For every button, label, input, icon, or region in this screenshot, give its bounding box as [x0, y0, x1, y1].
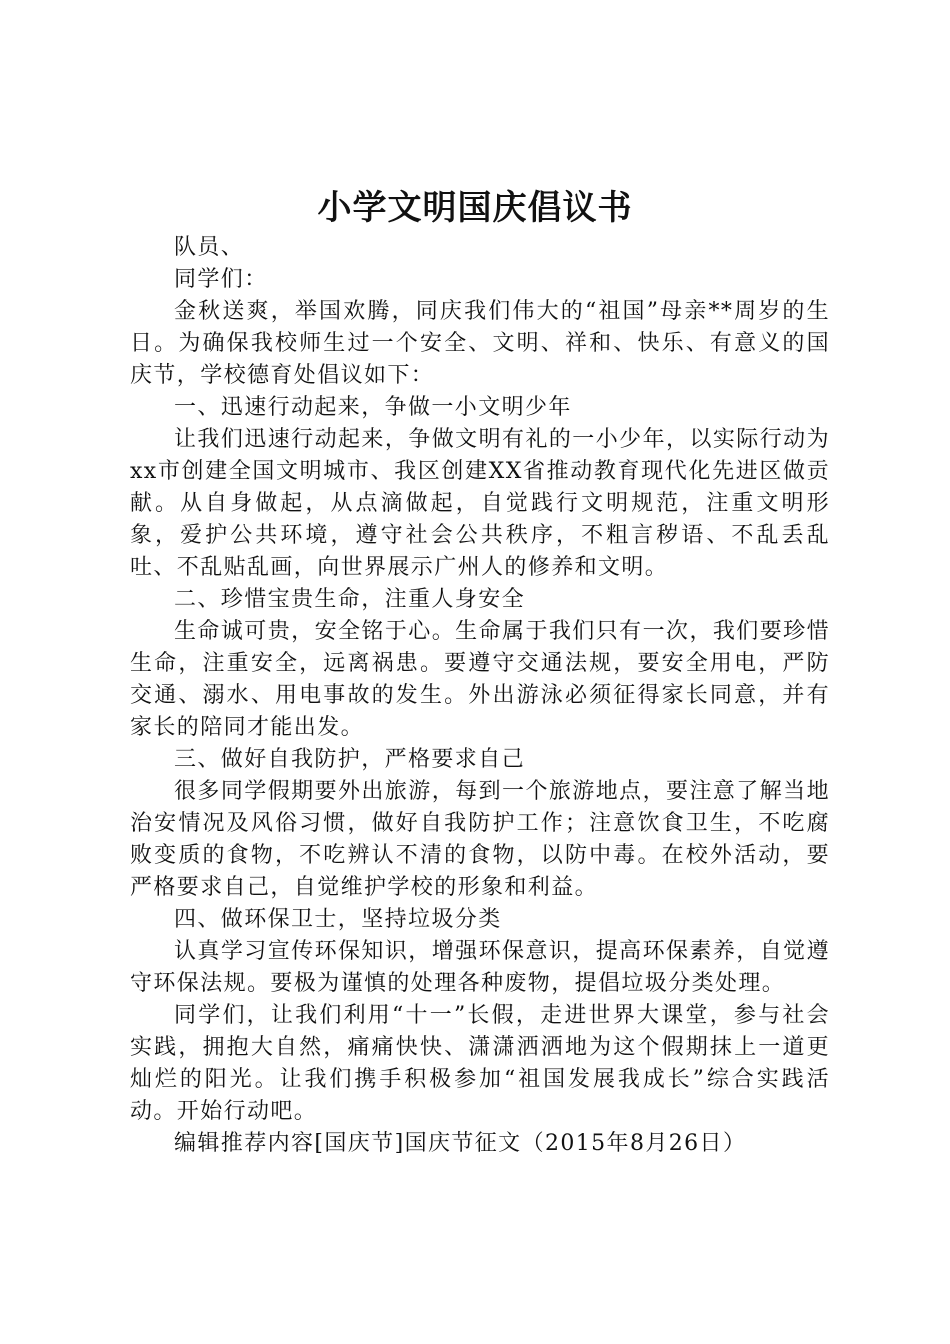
intro-paragraph: 金秋送爽，举国欢腾，同庆我们伟大的“祖国”母亲**周岁的生日。为确保我校师生过一个安全、文明、祥和、快乐、有意义的国庆节，学校德育处倡议如下： — [130, 299, 830, 388]
section-heading-1: 一、迅速行动起来，争做一小文明少年 — [174, 395, 572, 420]
section-paragraph-3: 很多同学假期要外出旅游，每到一个旅游地点，要注意了解当地治安情况及风俗习惯，做好自我防护工作；注意饮食卫生，不吃腐败变质的食物，不吃辨认不清的食物，以防中毒。在校外活动，要严格要求自己，自觉维护学校的形象和利益。 — [130, 779, 830, 900]
closing-paragraph: 同学们，让我们利用“十一”长假，走进世界大课堂，参与社会实践，拥抱大自然，痛痛快快、潇潇洒洒地为这个假期抹上一道更灿烂的阳光。让我们携手积极参加“祖国发展我成长”综合实践活动。开始行动吧。 — [130, 1003, 830, 1124]
document-body — [130, 232, 830, 1160]
document-title: 小学文明国庆倡议书 — [317, 188, 633, 228]
section-paragraph-2: 生命诚可贵，安全铭于心。生命属于我们只有一次，我们要珍惜生命，注重安全，远离祸患。要遵守交通法规，要安全用电，严防交通、溺水、用电事故的发生。外出游泳必须征得家长同意，并有家长的陪同才能出发。 — [130, 619, 830, 740]
section-heading-3: 三、做好自我防护，严格要求自己 — [174, 747, 526, 772]
section-heading-2: 二、珍惜宝贵生命，注重人身安全 — [174, 587, 526, 612]
salutation-line-1: 队员、 — [174, 235, 245, 260]
section-paragraph-4: 认真学习宣传环保知识，增强环保意识，提高环保素养，自觉遵守环保法规。要极为谨慎的处理各种废物，提倡垃圾分类处理。 — [130, 939, 830, 996]
salutation-line-2: 同学们： — [174, 267, 268, 292]
editor-recommendation: 编辑推荐内容[国庆节]国庆节征文（2015年8月26日） — [174, 1131, 747, 1156]
section-paragraph-1: 让我们迅速行动起来，争做文明有礼的一小少年，以实际行动为xx市创建全国文明城市、我区创建XX省推动教育现代化先进区做贡献。从自身做起，从点滴做起，自觉践行文明规范，注重文明形象，爱护公共环境，遵守社会公共秩序，不粗言秽语、不乱丢乱吐、不乱贴乱画，向世界展示广州人的修养和文明。 — [130, 427, 830, 580]
section-heading-4: 四、做环保卫士，坚持垃圾分类 — [174, 907, 502, 932]
